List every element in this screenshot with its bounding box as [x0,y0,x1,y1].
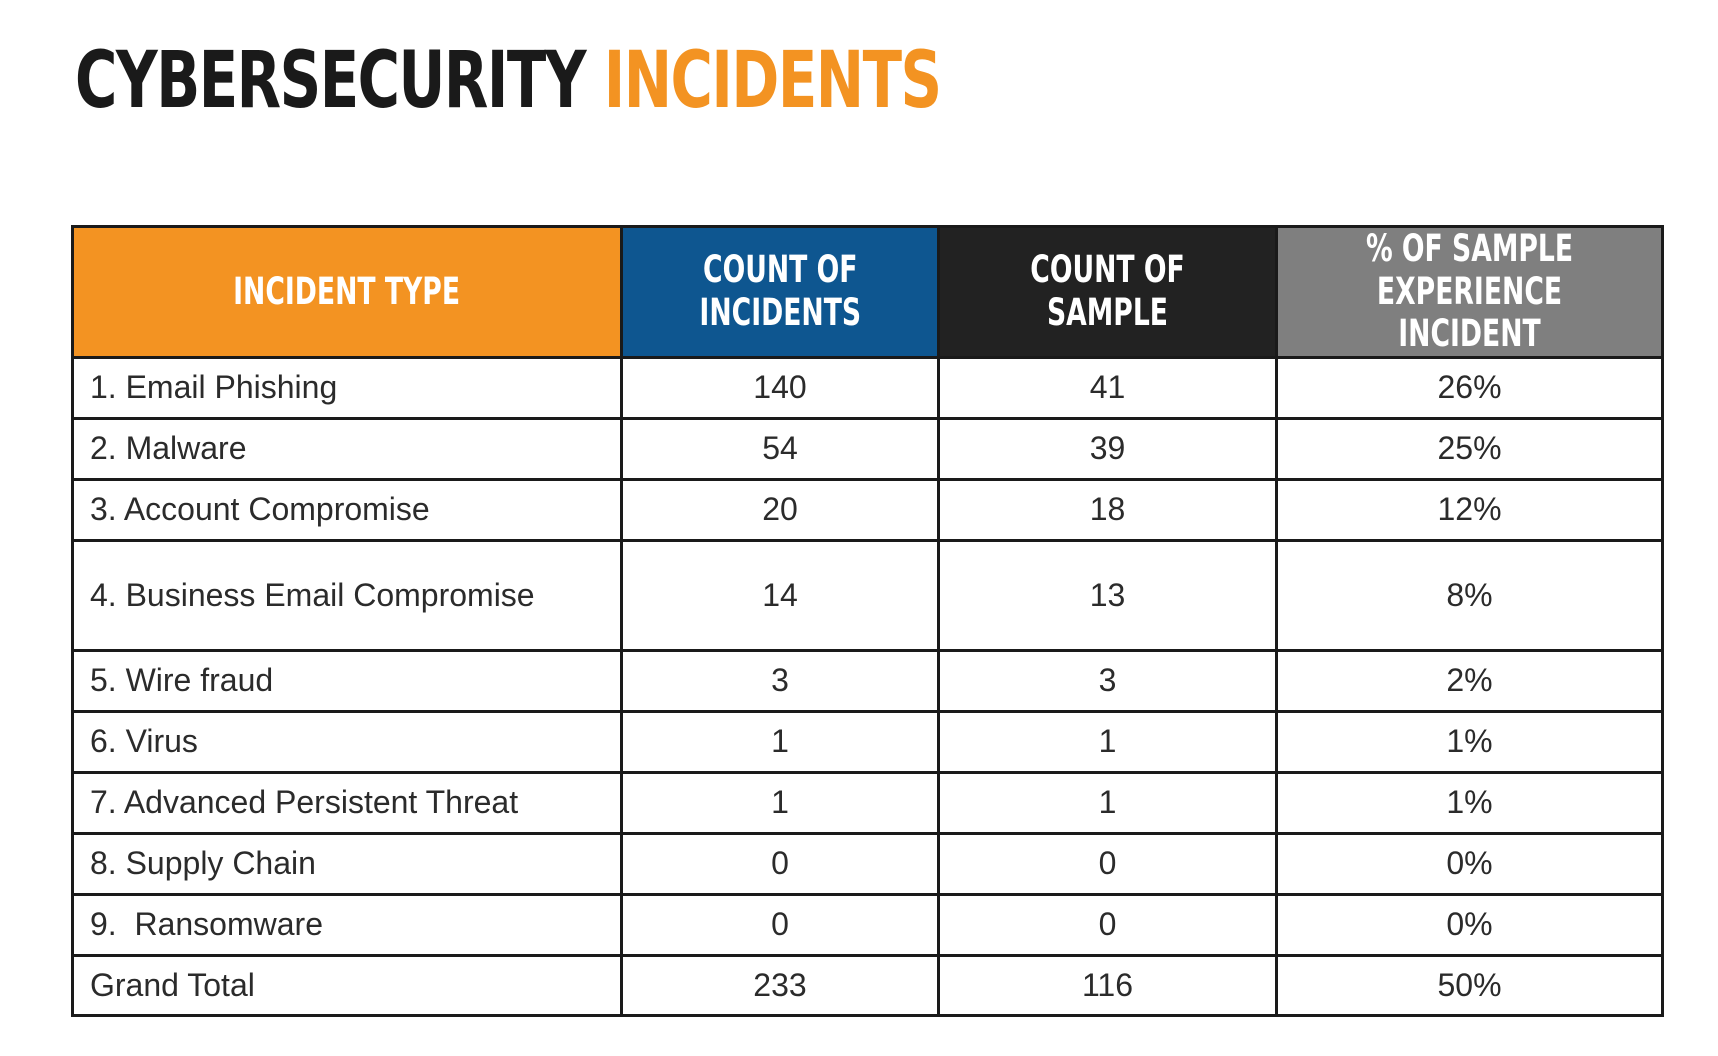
percent-of-sample-cell: 2% [1277,650,1663,711]
percent-of-sample-cell: 1% [1277,772,1663,833]
count-of-sample-cell: 0 [939,894,1277,955]
percent-of-sample-cell: 0% [1277,894,1663,955]
incident-type-cell: 3. Account Compromise [73,479,622,540]
count-of-sample-cell: 41 [939,357,1277,418]
count-of-incidents-cell: 1 [622,711,939,772]
percent-of-sample-cell: 8% [1277,540,1663,650]
column-header-count-of-incidents: COUNT OF INCIDENTS [622,227,939,358]
table-header-row [73,227,1663,358]
grand-total-count-of-incidents: 233 [622,955,939,1015]
grand-total-row [73,955,1663,1015]
column-header-count-of-sample: COUNT OF SAMPLE [939,227,1277,358]
title-part-2: INCIDENTS [603,36,941,126]
count-of-incidents-cell: 54 [622,418,939,479]
count-of-incidents-cell: 0 [622,833,939,894]
table-row [73,833,1663,894]
count-of-incidents-cell: 20 [622,479,939,540]
incidents-table [71,225,1664,1017]
count-of-sample-cell: 13 [939,540,1277,650]
table-row [73,540,1663,650]
incident-type-cell: 6. Virus [73,711,622,772]
table-row [73,650,1663,711]
title-part-1: CYBERSECURITY [75,36,586,126]
column-header-percent-of-sample: % OF SAMPLE EXPERIENCE INCIDENT [1277,227,1663,358]
count-of-incidents-cell: 0 [622,894,939,955]
table-row [73,418,1663,479]
count-of-sample-cell: 1 [939,772,1277,833]
count-of-incidents-cell: 3 [622,650,939,711]
table-row [73,711,1663,772]
incident-type-cell: 4. Business Email Compromise [73,540,622,650]
table-row [73,894,1663,955]
incident-type-cell: 5. Wire fraud [73,650,622,711]
percent-of-sample-cell: 1% [1277,711,1663,772]
incident-type-cell: 9. Ransomware [73,894,622,955]
count-of-incidents-cell: 140 [622,357,939,418]
table-row [73,357,1663,418]
count-of-incidents-cell: 14 [622,540,939,650]
grand-total-count-of-sample: 116 [939,955,1277,1015]
grand-total-percent-of-sample: 50% [1277,955,1663,1015]
table-row [73,772,1663,833]
percent-of-sample-cell: 0% [1277,833,1663,894]
incident-type-cell: 2. Malware [73,418,622,479]
count-of-incidents-cell: 1 [622,772,939,833]
count-of-sample-cell: 39 [939,418,1277,479]
column-header-incident-type: INCIDENT TYPE [73,227,622,358]
percent-of-sample-cell: 26% [1277,357,1663,418]
grand-total-label: Grand Total [73,955,622,1015]
page-title [75,36,941,126]
count-of-sample-cell: 0 [939,833,1277,894]
incident-type-cell: 8. Supply Chain [73,833,622,894]
percent-of-sample-cell: 12% [1277,479,1663,540]
incident-type-cell: 7. Advanced Persistent Threat [73,772,622,833]
incident-type-cell: 1. Email Phishing [73,357,622,418]
count-of-sample-cell: 18 [939,479,1277,540]
count-of-sample-cell: 1 [939,711,1277,772]
table-row [73,479,1663,540]
percent-of-sample-cell: 25% [1277,418,1663,479]
count-of-sample-cell: 3 [939,650,1277,711]
